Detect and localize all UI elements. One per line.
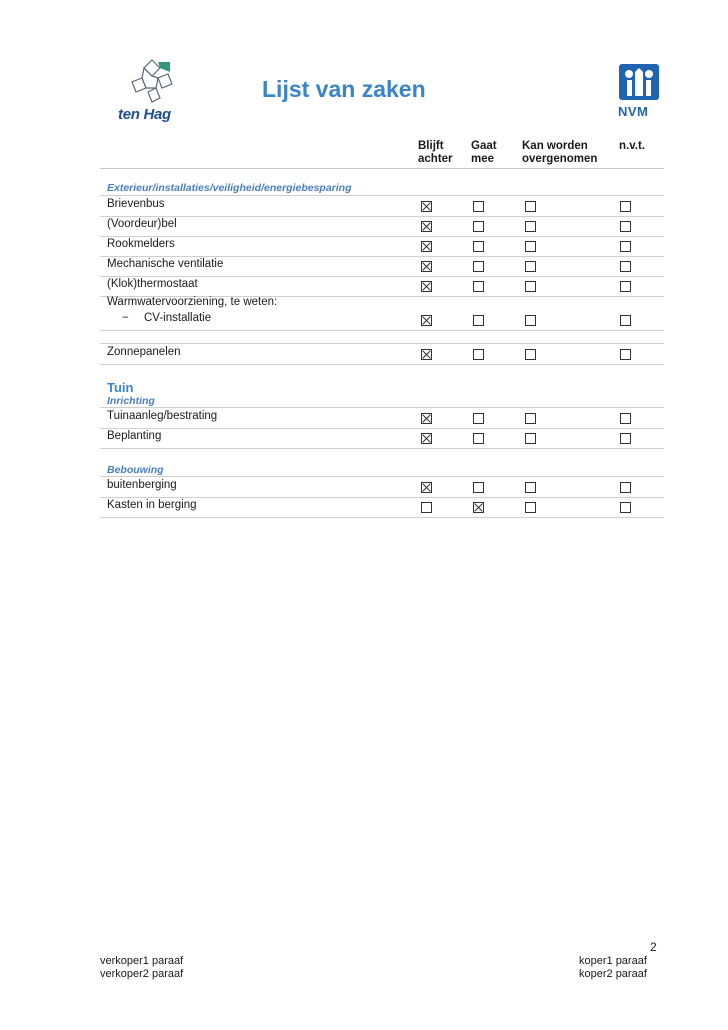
checkbox-kan-worden-overgenomen[interactable] xyxy=(525,482,536,493)
row-label xyxy=(122,312,211,324)
checkbox-kan-worden-overgenomen[interactable] xyxy=(525,241,536,252)
col-blijft-achter xyxy=(418,140,453,166)
table-row xyxy=(100,428,664,449)
col-gaat-mee xyxy=(471,140,497,166)
row-label: Zonnepanelen xyxy=(107,346,181,358)
row-label: (Klok)thermostaat xyxy=(107,278,198,290)
checkbox-gaat-mee[interactable] xyxy=(473,349,484,360)
brand-name: ten Hag xyxy=(118,106,171,123)
table-row xyxy=(100,256,664,277)
checkbox-gaat-mee[interactable] xyxy=(473,433,484,444)
checkbox-kan-worden-overgenomen[interactable] xyxy=(525,315,536,326)
col-gaat-line2: mee xyxy=(471,153,495,165)
col-gaat-line1: Gaat xyxy=(471,140,497,152)
col-kan-line2: overgenomen xyxy=(522,153,598,165)
ten-hag-pinwheel-icon xyxy=(130,58,174,104)
section-inrichting: Inrichting xyxy=(107,395,155,407)
table-row xyxy=(100,408,664,429)
footer-verkoper2: verkoper2 paraaf xyxy=(100,968,184,980)
checkbox-nvt[interactable] xyxy=(620,482,631,493)
checkbox-blijft-achter[interactable] xyxy=(421,261,432,272)
table-row xyxy=(100,344,664,365)
col-kan-worden-overgenomen xyxy=(522,140,597,166)
checkbox-kan-worden-overgenomen[interactable] xyxy=(525,349,536,360)
section-exterieur: Exterieur/installaties/veiligheid/energiebesparing xyxy=(107,182,352,194)
checkbox-kan-worden-overgenomen[interactable] xyxy=(525,221,536,232)
checkbox-blijft-achter[interactable] xyxy=(421,221,432,232)
checkbox-gaat-mee[interactable] xyxy=(473,201,484,212)
checkbox-nvt[interactable] xyxy=(620,502,631,513)
table-row xyxy=(100,296,664,310)
checkbox-nvt[interactable] xyxy=(620,413,631,424)
checkbox-gaat-mee[interactable] xyxy=(473,482,484,493)
footer-koper2: koper2 paraaf xyxy=(579,968,647,980)
checkbox-nvt[interactable] xyxy=(620,221,631,232)
table-row xyxy=(100,310,664,331)
checkbox-blijft-achter[interactable] xyxy=(421,502,432,513)
checkbox-kan-worden-overgenomen[interactable] xyxy=(525,281,536,292)
checkbox-nvt[interactable] xyxy=(620,201,631,212)
section-bebouwing: Bebouwing xyxy=(107,464,164,476)
checkbox-blijft-achter[interactable] xyxy=(421,482,432,493)
checkbox-nvt[interactable] xyxy=(620,261,631,272)
page-title: Lijst van zaken xyxy=(262,76,426,102)
row-label: Kasten in berging xyxy=(107,499,197,511)
table-row xyxy=(100,196,664,217)
nvm-logo-text: NVM xyxy=(618,104,649,119)
checkbox-gaat-mee[interactable] xyxy=(473,315,484,326)
checkbox-blijft-achter[interactable] xyxy=(421,413,432,424)
table-row xyxy=(100,276,664,297)
row-label: (Voordeur)bel xyxy=(107,218,177,230)
checkbox-kan-worden-overgenomen[interactable] xyxy=(525,261,536,272)
col-kan-line1: Kan worden xyxy=(522,140,588,152)
checkbox-blijft-achter[interactable] xyxy=(421,349,432,360)
checkbox-kan-worden-overgenomen[interactable] xyxy=(525,502,536,513)
table-row xyxy=(100,216,664,237)
row-label: Warmwatervoorziening, te weten: xyxy=(107,296,278,308)
checkbox-gaat-mee[interactable] xyxy=(473,502,484,513)
ten-hag-logo xyxy=(118,58,190,124)
checkbox-gaat-mee[interactable] xyxy=(473,261,484,272)
nvm-logo xyxy=(617,62,661,120)
checkbox-blijft-achter[interactable] xyxy=(421,433,432,444)
table-row xyxy=(100,497,664,518)
checkbox-kan-worden-overgenomen[interactable] xyxy=(525,201,536,212)
checkbox-kan-worden-overgenomen[interactable] xyxy=(525,433,536,444)
checkbox-nvt[interactable] xyxy=(620,281,631,292)
checkbox-blijft-achter[interactable] xyxy=(421,241,432,252)
checkbox-gaat-mee[interactable] xyxy=(473,221,484,232)
row-label: Beplanting xyxy=(107,430,162,442)
checkbox-blijft-achter[interactable] xyxy=(421,315,432,326)
checkbox-nvt[interactable] xyxy=(620,241,631,252)
row-label-text: CV-installatie xyxy=(144,312,212,324)
row-label: buitenberging xyxy=(107,479,177,491)
checkbox-blijft-achter[interactable] xyxy=(421,281,432,292)
footer-verkoper1: verkoper1 paraaf xyxy=(100,955,184,967)
checkbox-blijft-achter[interactable] xyxy=(421,201,432,212)
checkbox-gaat-mee[interactable] xyxy=(473,413,484,424)
table-row xyxy=(100,236,664,257)
col-blijft-line1: Blijft xyxy=(418,140,444,152)
checkbox-nvt[interactable] xyxy=(620,349,631,360)
table-row xyxy=(100,477,664,498)
list-dash: − xyxy=(122,312,129,324)
nvm-house-icon xyxy=(617,62,661,102)
checkbox-nvt[interactable] xyxy=(620,315,631,326)
row-label: Mechanische ventilatie xyxy=(107,258,224,270)
col-nvt: n.v.t. xyxy=(619,140,645,152)
page-number: 2 xyxy=(650,940,657,954)
checkbox-gaat-mee[interactable] xyxy=(473,281,484,292)
header-divider xyxy=(100,168,664,169)
row-label: Rookmelders xyxy=(107,238,175,250)
checkbox-gaat-mee[interactable] xyxy=(473,241,484,252)
row-label: Brievenbus xyxy=(107,198,165,210)
section-tuin: Tuin xyxy=(107,380,134,395)
row-label: Tuinaanleg/bestrating xyxy=(107,410,218,422)
checkbox-kan-worden-overgenomen[interactable] xyxy=(525,413,536,424)
footer-koper1: koper1 paraaf xyxy=(579,955,647,967)
checkbox-nvt[interactable] xyxy=(620,433,631,444)
col-blijft-line2: achter xyxy=(418,153,453,165)
